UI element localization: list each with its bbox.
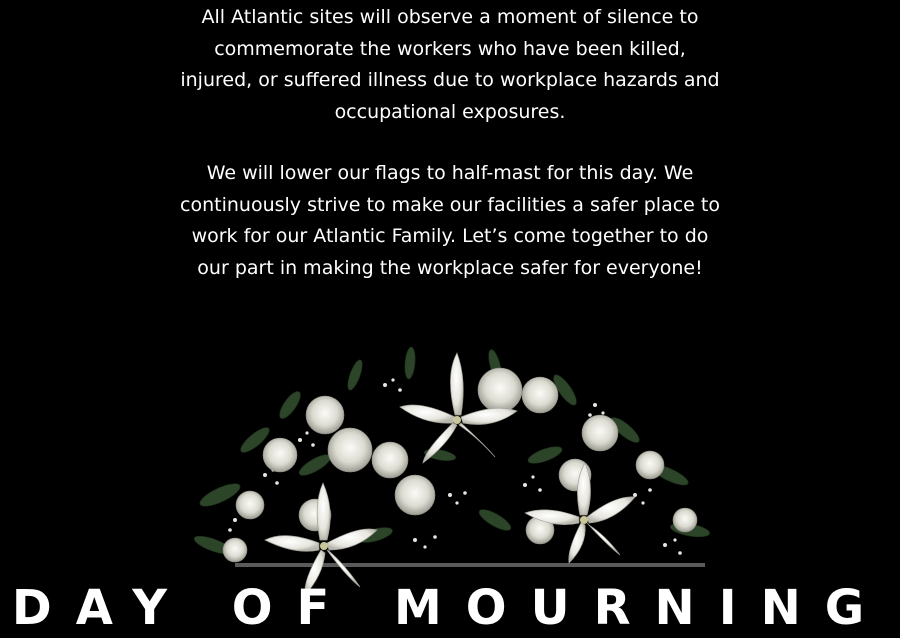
shelf-line [235,563,705,567]
paragraph-line: commemorate the workers who have been killed, [214,37,686,60]
paragraph-line: injured, or suffered illness due to workplace hazards and [180,69,720,91]
headline-day-of-mourning: DAY OF MOURNING [11,580,889,636]
lily-right [525,463,635,563]
paragraph-line: All Atlantic sites will observe a moment of silence to [201,6,699,28]
paragraph-line: continuously strive to make our facilities a safer place to [180,193,720,216]
paragraph-flags-half-mast [150,158,750,284]
paragraph-line: We will lower our flags to half-mast for this day. We [206,162,694,184]
flower-wreath-image [195,345,715,600]
paragraph-moment-of-silence [150,2,750,128]
paragraph-line: work for our Atlantic Family. Let’s come together to do [191,225,709,247]
paragraph-line: our part in making the workplace safer for everyone! [197,256,703,279]
paragraph-line: occupational exposures. [334,100,566,123]
